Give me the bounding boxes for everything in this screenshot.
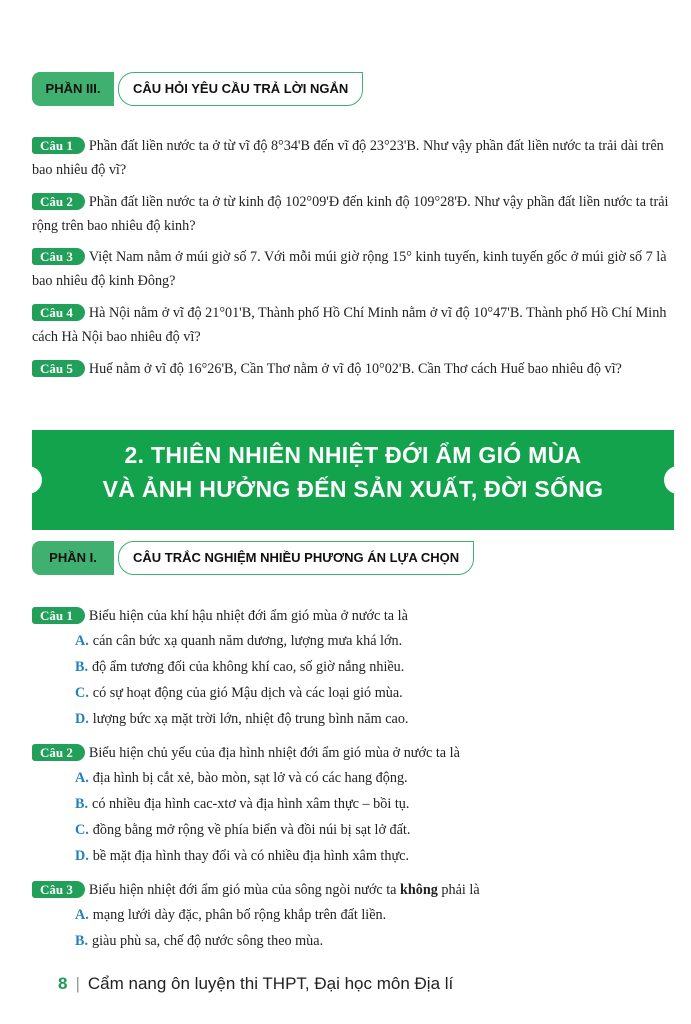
page-number: 8	[58, 974, 68, 993]
chapter-title-line-2: VÀ ẢNH HƯỞNG ĐẾN SẢN XUẤT, ĐỜI SỐNG	[102, 476, 604, 502]
question-badge: Câu 1	[32, 607, 85, 624]
option-d: D. bề mặt địa hình thay đổi và có nhiều địa hình xâm thực.	[75, 848, 409, 864]
part3-title: CÂU HỎI YÊU CẦU TRẢ LỜI NGẮN	[118, 72, 363, 106]
short-question-4	[32, 301, 672, 349]
question-text-bold: không	[400, 882, 438, 898]
option-a: A. cán cân bức xạ quanh năm dương, lượng mưa khá lớn.	[75, 633, 403, 649]
question-badge: Câu 3	[32, 248, 85, 265]
question-badge: Câu 1	[32, 137, 85, 154]
question-text: Huế nằm ở vĩ độ 16°26'B, Cần Thơ nằm ở vĩ độ 10°02'B. Cần Thơ cách Huế bao nhiêu độ vĩ?	[88, 361, 622, 377]
question-text-after: phải là	[437, 882, 480, 898]
footer-separator: |	[75, 974, 80, 993]
question-badge: Câu 4	[32, 304, 85, 321]
mc-question-1	[32, 604, 672, 628]
option-d: D. lượng bức xạ mặt trời lớn, nhiệt độ trung bình năm cao.	[75, 711, 409, 727]
option-a: A. mạng lưới dày đặc, phân bố rộng khắp trên đất liền.	[75, 907, 387, 923]
chapter-banner	[32, 430, 674, 530]
question-badge: Câu 5	[32, 360, 85, 377]
short-question-2	[32, 190, 672, 238]
question-badge: Câu 3	[32, 881, 85, 898]
part3-label: PHẦN III.	[32, 72, 114, 106]
option-b: B. giàu phù sa, chế độ nước sông theo mùa.	[75, 933, 324, 949]
question-text: Phần đất liền nước ta ở từ kinh độ 102°09'Đ đến kinh độ 109°28'Đ. Như vậy phần đất liền nước ta trải rộng trên bao nhiêu độ kinh?	[32, 194, 669, 234]
option-b: B. có nhiều địa hình cac-xtơ và địa hình xâm thực – bồi tụ.	[75, 796, 410, 812]
option-c: C. đồng bằng mở rộng về phía biển và đồi núi bị sạt lở đất.	[75, 822, 411, 838]
question-text: Hà Nội nằm ở vĩ độ 21°01'B, Thành phố Hồ Chí Minh nằm ở vĩ độ 10°47'B. Thành phố Hồ Chí Minh cách Hà Nội bao nhiêu độ vĩ?	[32, 305, 667, 345]
part1-label: PHẦN I.	[32, 541, 114, 575]
question-text: Phần đất liền nước ta ở từ vĩ độ 8°34'B đến vĩ độ 23°23'B. Như vậy phần đất liền nước ta trải dài trên bao nhiêu độ vĩ?	[32, 138, 664, 178]
footer-title: Cẩm nang ôn luyện thi THPT, Đại học môn Địa lí	[87, 974, 454, 993]
short-question-1	[32, 134, 672, 182]
page-footer	[58, 974, 453, 994]
question-text: Biểu hiện chủ yếu của địa hình nhiệt đới ẩm gió mùa ở nước ta là	[88, 745, 460, 761]
question-text-before: Biểu hiện nhiệt đới ẩm gió mùa của sông ngòi nước ta	[88, 882, 400, 898]
option-c: C. có sự hoạt động của gió Mậu dịch và các loại gió mùa.	[75, 685, 403, 701]
mc-question-3	[32, 878, 672, 902]
question-badge: Câu 2	[32, 744, 85, 761]
short-question-3	[32, 245, 672, 293]
question-badge: Câu 2	[32, 193, 85, 210]
option-b: B. độ ẩm tương đối của không khí cao, số giờ nắng nhiều.	[75, 659, 405, 675]
short-question-5	[32, 357, 672, 381]
question-text: Biểu hiện của khí hậu nhiệt đới ẩm gió mùa ở nước ta là	[88, 608, 408, 624]
part1-title: CÂU TRẮC NGHIỆM NHIỀU PHƯƠNG ÁN LỰA CHỌN	[118, 541, 474, 575]
question-text: Việt Nam nằm ở múi giờ số 7. Với mỗi múi giờ rộng 15° kinh tuyến, kinh tuyến gốc ở múi giờ số 7 là bao nhiêu độ kinh Đông?	[32, 249, 667, 289]
chapter-title-line-1: 2. THIÊN NHIÊN NHIỆT ĐỚI ẨM GIÓ MÙA	[124, 442, 582, 468]
option-a: A. địa hình bị cắt xẻ, bào mòn, sạt lở và có các hang động.	[75, 770, 408, 786]
mc-question-2	[32, 741, 672, 765]
